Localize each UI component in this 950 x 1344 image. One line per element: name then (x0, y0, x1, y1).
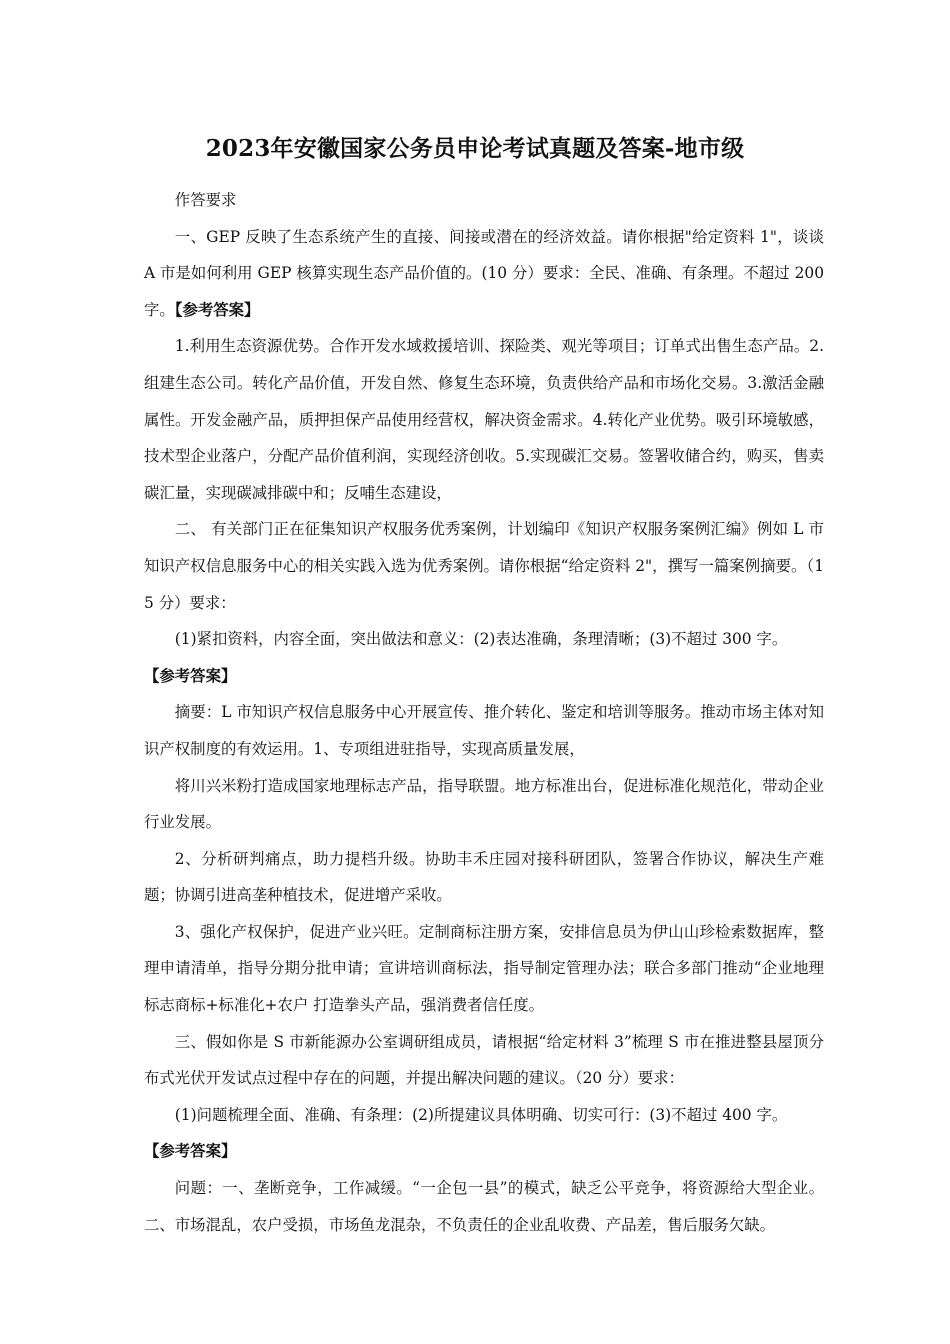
paragraph-question-1 (144, 219, 824, 329)
paragraph-answer-1: 1.利用生态资源优势。合作开发水域救援培训、探险类、观光等项目；订单式出售生态产品。2.组建生态公司。转化产品价值，开发自然、修复生态环境，负责供给产品和市场化交易。3.激活金融属性。开发金融产品，质押担保产品使用经营权，解决资金需求。4.转化产业优势。吸引环境敏感，技术型企业落户，分配产品价值利润，实现经济创收。5.实现碳汇交易。签署收储合约，购买，售卖碳汇量，实现碳减排碳中和；反哺生态建设， (144, 337, 824, 502)
paragraph-answer-2-point-1: 将川兴米粉打造成国家地理标志产品，指导联盟。地方标准出台，促进标准化规范化，带动企业行业发展。 (144, 776, 824, 832)
answer-tag: 【参考答案】 (174, 300, 260, 319)
paragraph-question-3: 三、假如你是 S 市新能源办公室调研组成员，请根据“给定材料 3”梳理 S 市在推进整县屋顶分布式光伏开发试点过程中存在的问题，并提出解决问题的建议。（20 分）要求： (144, 1032, 824, 1088)
document-body (144, 182, 824, 1243)
answer-tag: 【参考答案】 (144, 666, 237, 685)
paragraph-question-2-requirements: (1)紧扣资料，内容全面，突出做法和意义：(2)表达准确，条理清晰；(3)不超过 300 字。 (174, 630, 788, 649)
paragraph-question-3-requirements: (1)问题梳理全面、准确、有条理：(2)所提建议具体明确、切实可行：(3)不超过 400 字。 (174, 1105, 788, 1124)
paragraph-question-2: 二、 有关部门正在征集知识产权服务优秀案例，计划编印《知识产权服务案例汇编》例如 L 市知识产权信息服务中心的相关实践入选为优秀案例。请你根据“给定资料 2"，撰写一篇案例摘要。（15 分）要求： (144, 520, 824, 612)
paragraph-answer-3-problems: 问题：一、垄断竞争，工作减缓。“一企包一县”的模式，缺乏公平竞争，将资源给大型企业。二、市场混乱，农户受损，市场鱼龙混杂，不负责任的企业乱收费、产品差，售后服务欠缺。 (144, 1179, 824, 1234)
paragraph-answer-2-point-3: 3、强化产权保护，促进产业兴旺。定制商标注册方案，安排信息员为伊山山珍检索数据库，整理申请清单，指导分期分批申请；宣讲培训商标法，指导制定管理办法；联合多部门推动“企业地理标志商标+标准化+农户 打造拳头产品，强消费者信任度。 (144, 922, 824, 1015)
paragraph-requirements: 作答要求 (174, 191, 237, 209)
paragraph-answer-2-point-2: 2、分析研判痛点，助力提档升级。协助丰禾庄园对接科研团队，签署合作协议，解决生产难题；协调引进高垄种植技术，促进增产采收。 (144, 849, 824, 905)
document-title: 2023年安徽国家公务员申论考试真题及答案-地市级 (205, 135, 745, 162)
question-1-text: 一、GEP 反映了生态系统产生的直接、间接或潜在的经济效益。请你根据"给定资料 1"，谈谈 A 市是如何利用 GEP 核算实现生态产品价值的。(10 分）要求：全民、准确、有条理。不超过 200 字。 (144, 227, 824, 319)
answer-tag: 【参考答案】 (144, 1142, 237, 1161)
paragraph-answer-2-summary: 摘要：L 市知识产权信息服务中心开展宣传、推介转化、鉴定和培训等服务。推动市场主体对知识产权制度的有效运用。1、专项组进驻指导，实现高质量发展， (144, 703, 824, 758)
